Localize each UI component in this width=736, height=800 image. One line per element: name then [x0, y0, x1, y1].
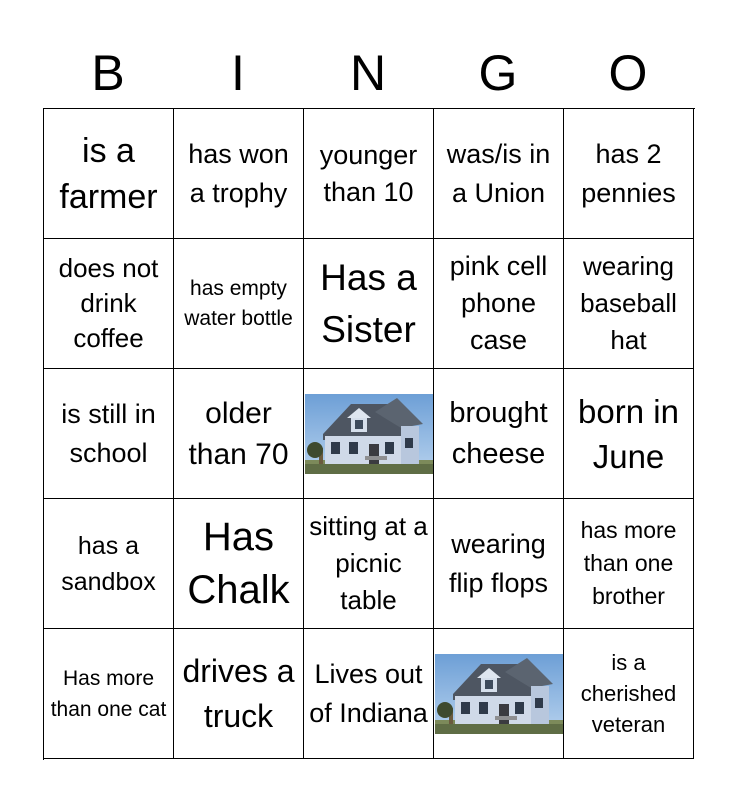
bingo-cell-label: has 2 pennies: [581, 138, 676, 208]
bingo-cell[interactable]: [44, 629, 174, 759]
bingo-cell[interactable]: [304, 369, 434, 499]
bingo-cell-label: Has a Sister: [320, 256, 417, 350]
bingo-header: [43, 40, 693, 106]
bingo-cell-label: younger than 10: [319, 139, 418, 207]
bingo-cell[interactable]: [564, 109, 694, 239]
bingo-cell[interactable]: [174, 109, 304, 239]
bingo-cell[interactable]: [564, 239, 694, 369]
bingo-cell[interactable]: [304, 629, 434, 759]
bingo-cell[interactable]: [174, 239, 304, 369]
bingo-cell-label: Has more than one cat: [50, 666, 167, 721]
bingo-cell-label: drives a truck: [182, 652, 295, 734]
bingo-cell-label: wearing baseball hat: [580, 251, 677, 355]
bingo-cell-label: older than 70: [188, 396, 289, 471]
bingo-cell-label: Has Chalk: [187, 514, 290, 612]
bingo-cell[interactable]: [44, 239, 174, 369]
bingo-cell-label: has a sandbox: [61, 531, 156, 596]
bingo-cell[interactable]: [44, 109, 174, 239]
bingo-cell[interactable]: [434, 629, 564, 759]
bingo-cell-label: is still in school: [61, 398, 156, 468]
bingo-cell-label: is a cherished veteran: [580, 650, 677, 737]
bingo-cell[interactable]: [304, 109, 434, 239]
header-letter-i: I: [231, 45, 245, 101]
header-letter-g: G: [478, 45, 518, 101]
bingo-cell-label: is a farmer: [59, 131, 158, 216]
bingo-cell-label: has empty water bottle: [184, 276, 293, 330]
bingo-cell[interactable]: [434, 239, 564, 369]
bingo-cell[interactable]: [174, 499, 304, 629]
header-letter-b: B: [91, 45, 125, 101]
bingo-cell-label: has won a trophy: [188, 138, 289, 208]
bingo-cell[interactable]: [304, 499, 434, 629]
bingo-cell-label: pink cell phone case: [449, 251, 548, 355]
bingo-cell[interactable]: [564, 629, 694, 759]
house-photo: [304, 369, 433, 498]
bingo-cell-label: was/is in a Union: [446, 138, 551, 208]
bingo-cell-label: Lives out of Indiana: [309, 658, 428, 728]
bingo-cell[interactable]: [174, 629, 304, 759]
bingo-cell[interactable]: [304, 239, 434, 369]
bingo-cell[interactable]: [434, 109, 564, 239]
bingo-cell-label: born in June: [578, 392, 679, 475]
bingo-board: [43, 108, 695, 760]
header-letter-n: N: [349, 45, 387, 101]
bingo-cell[interactable]: [564, 369, 694, 499]
bingo-cell-label: wearing flip flops: [448, 528, 549, 598]
bingo-cell[interactable]: [434, 499, 564, 629]
house-photo: [434, 629, 563, 758]
bingo-cell[interactable]: [44, 369, 174, 499]
bingo-cell-label: brought cheese: [449, 396, 548, 470]
bingo-cell[interactable]: [564, 499, 694, 629]
bingo-cell[interactable]: [44, 499, 174, 629]
bingo-cell[interactable]: [174, 369, 304, 499]
bingo-cell-label: does not drink coffee: [58, 253, 159, 353]
header-letter-o: O: [608, 45, 648, 101]
bingo-cell-label: sitting at a picnic table: [309, 511, 428, 615]
bingo-cell[interactable]: [434, 369, 564, 499]
bingo-cell-label: has more than one brother: [580, 517, 677, 609]
